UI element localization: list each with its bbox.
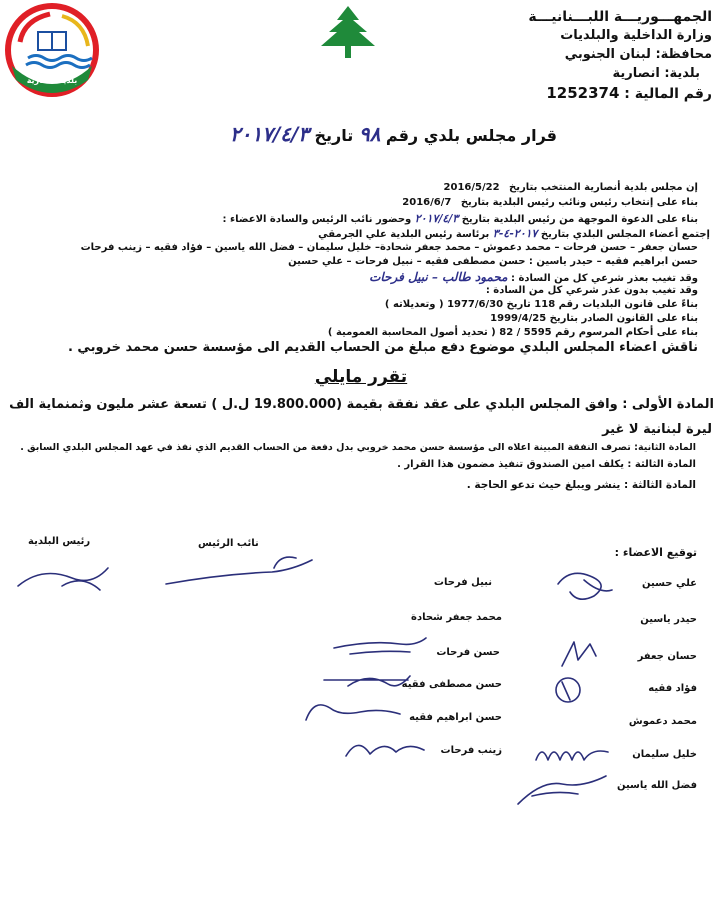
member-right-7: فضل الله ياسين: [616, 780, 697, 791]
preamble-text: وقد تغيب بعذر شرعي كل من السادة :: [511, 273, 698, 284]
header-municipality: بلدية: انصارية: [612, 66, 700, 81]
article-third: المادة الثالثة : يكلف امين الصندوق تنفيذ مضمون هذا القرار .: [397, 459, 696, 470]
decision-date-label: تاريخ: [314, 126, 354, 145]
member-left-4: حسن مصطفى فقيه: [401, 679, 502, 690]
signature-fouad-fakih: [548, 672, 588, 708]
discussion-line: ناقش اعضاء المجلس البلدي موضوع دفع مبلغ من الحساب القديم الى مؤسسة حسن محمد خروبي .: [67, 340, 698, 355]
member-right-4: فؤاد فقيه: [648, 683, 697, 694]
preamble-line-1: [444, 183, 698, 193]
municipality-logo: [2, 2, 102, 102]
preamble-rest: وحضور نائب الرئيس والسادة الاعضاء :: [222, 214, 412, 225]
preamble-date: 2016/6/7: [402, 197, 452, 208]
decision-number-handwritten: ٩٨: [358, 122, 381, 146]
article-second: المادة الثانية: تصرف النفقة المبينة اعلاه الى مؤسسة حسن محمد خروبي بدل دفعة من الحساب القديم الذي نفذ في عهد المجلس البلدي السابق .: [20, 442, 696, 453]
preamble-text: بناء على إنتخاب رئيس ونائب رئيس البلدية بتاريخ: [460, 197, 698, 208]
member-left-3: حسن فرحات: [436, 647, 500, 658]
preamble-line-11: بناء على أحكام المرسوم رقم 5595 / 82 ( تحديد أصول المحاسبة العمومية ): [327, 327, 698, 338]
preamble-line-8: وقد تغيب بدون عذر شرعي كل من السادة :: [485, 285, 698, 296]
member-right-5: محمد دعموش: [628, 716, 697, 727]
preamble-handwritten: محمود طالب – نبيل فرحات: [369, 270, 508, 284]
president-signature: [12, 556, 112, 596]
header-republic: الجمهـــوريـــة اللبـــنانيـــة: [528, 9, 712, 25]
preamble-rest: برئاسة رئيس البلدية علي الجرمقي: [318, 229, 490, 240]
preamble-line-7: [369, 271, 698, 284]
signature-fadlallah-yassin: [512, 770, 612, 810]
preamble-date: 2016/5/22: [443, 182, 500, 193]
article-fourth: المادة الثالثة : ينشر ويبلغ حيث تدعو الحاجة .: [466, 479, 696, 491]
preamble-line-3: [223, 213, 698, 225]
preamble-line-5: حسان جعفر – حسن فرحات – محمد دعموش – محمد جعفر شحادة– خليل سليمان – فضل الله ياسين – فؤاد فقيه – زينب فرحات: [80, 242, 698, 253]
preamble-line-2: [402, 198, 698, 208]
signature-ali-hussein: [550, 564, 620, 608]
article-first-continued: ليرة لبنانية لا غير: [602, 422, 712, 437]
member-left-6: زينب فرحات: [440, 745, 502, 756]
finance-label: رقم المالية :: [624, 86, 712, 102]
member-right-1: علي حسين: [642, 578, 697, 589]
decision-date-handwritten: ٢٠١٧/٤/٣: [229, 122, 309, 146]
members-heading: توقيع الاعضاء :: [614, 546, 697, 559]
preamble-text: بناء على الدعوة الموجهة من رئيس البلدية بتاريخ: [461, 214, 698, 225]
signature-khalil-suleiman: [532, 738, 612, 772]
decision-title: [230, 122, 557, 146]
header-ministry: وزارة الداخلية والبلديات: [560, 28, 712, 43]
cedar-emblem: [315, 4, 381, 62]
member-right-6: خليل سليمان: [632, 749, 697, 760]
preamble-line-4: [318, 228, 710, 240]
decides-heading: تقرر مايلي: [314, 367, 408, 387]
vice-president-signature: [162, 548, 322, 592]
preamble-text: إن مجلس بلدية أنصارية المنتخب بتاريخ: [509, 182, 698, 193]
finance-number: 1252374: [546, 84, 620, 102]
signature-hassan-mostafa-fakih: [318, 666, 418, 694]
member-right-2: حيدر ياسين: [640, 614, 697, 625]
decision-title-printed: قرار مجلس بلدي رقم: [385, 126, 557, 145]
header-governorate: محافظة: لبنان الجنوبي: [564, 47, 712, 62]
member-left-5: حسن ابراهيم فقيه: [409, 712, 502, 723]
preamble-handwritten: ٢٠١٧/٤/٣: [414, 212, 459, 225]
vice-president-label: نائب الرئيس: [198, 538, 259, 549]
signature-hassan-jaafar: [556, 636, 606, 670]
member-left-2: محمد جعفر شحادة: [411, 612, 502, 623]
logo-text: بلدية أنصارية: [26, 76, 78, 85]
signature-zeinab-farhat: [340, 730, 430, 764]
member-right-3: حسان جعفر: [637, 651, 697, 662]
signature-hassan-farhat: [330, 632, 430, 662]
preamble-line-9: بناءً على قانون البلديات رقم 118 تاريخ 1977/6/30 ( وتعديلاته ): [384, 299, 698, 310]
preamble-line-6: حسن ابراهيم فقيه – حيدر ياسين : حسن مصطفى فقيه – نبيل فرحات – علي حسين: [288, 256, 698, 267]
member-left-1: نبيل فرحات: [433, 577, 492, 588]
preamble-text: إجتمع أعضاء المجلس البلدي بتاريخ: [540, 229, 710, 240]
preamble-line-10: بناء على القانون الصادر بتاريخ 1999/4/25: [490, 313, 698, 324]
article-first-line: المادة الأولى : وافق المجلس البلدي على عقد نفقة بقيمة (19.800.000 ل.ل ) تسعة عشر مليون وثمنماية الف: [9, 397, 714, 412]
president-label: رئيس البلدية: [28, 536, 91, 547]
preamble-handwritten: ٢٠١٧-٤-٣: [492, 227, 538, 240]
signature-hassan-ibrahim-fakih: [300, 694, 410, 728]
header-finance: [546, 86, 712, 101]
